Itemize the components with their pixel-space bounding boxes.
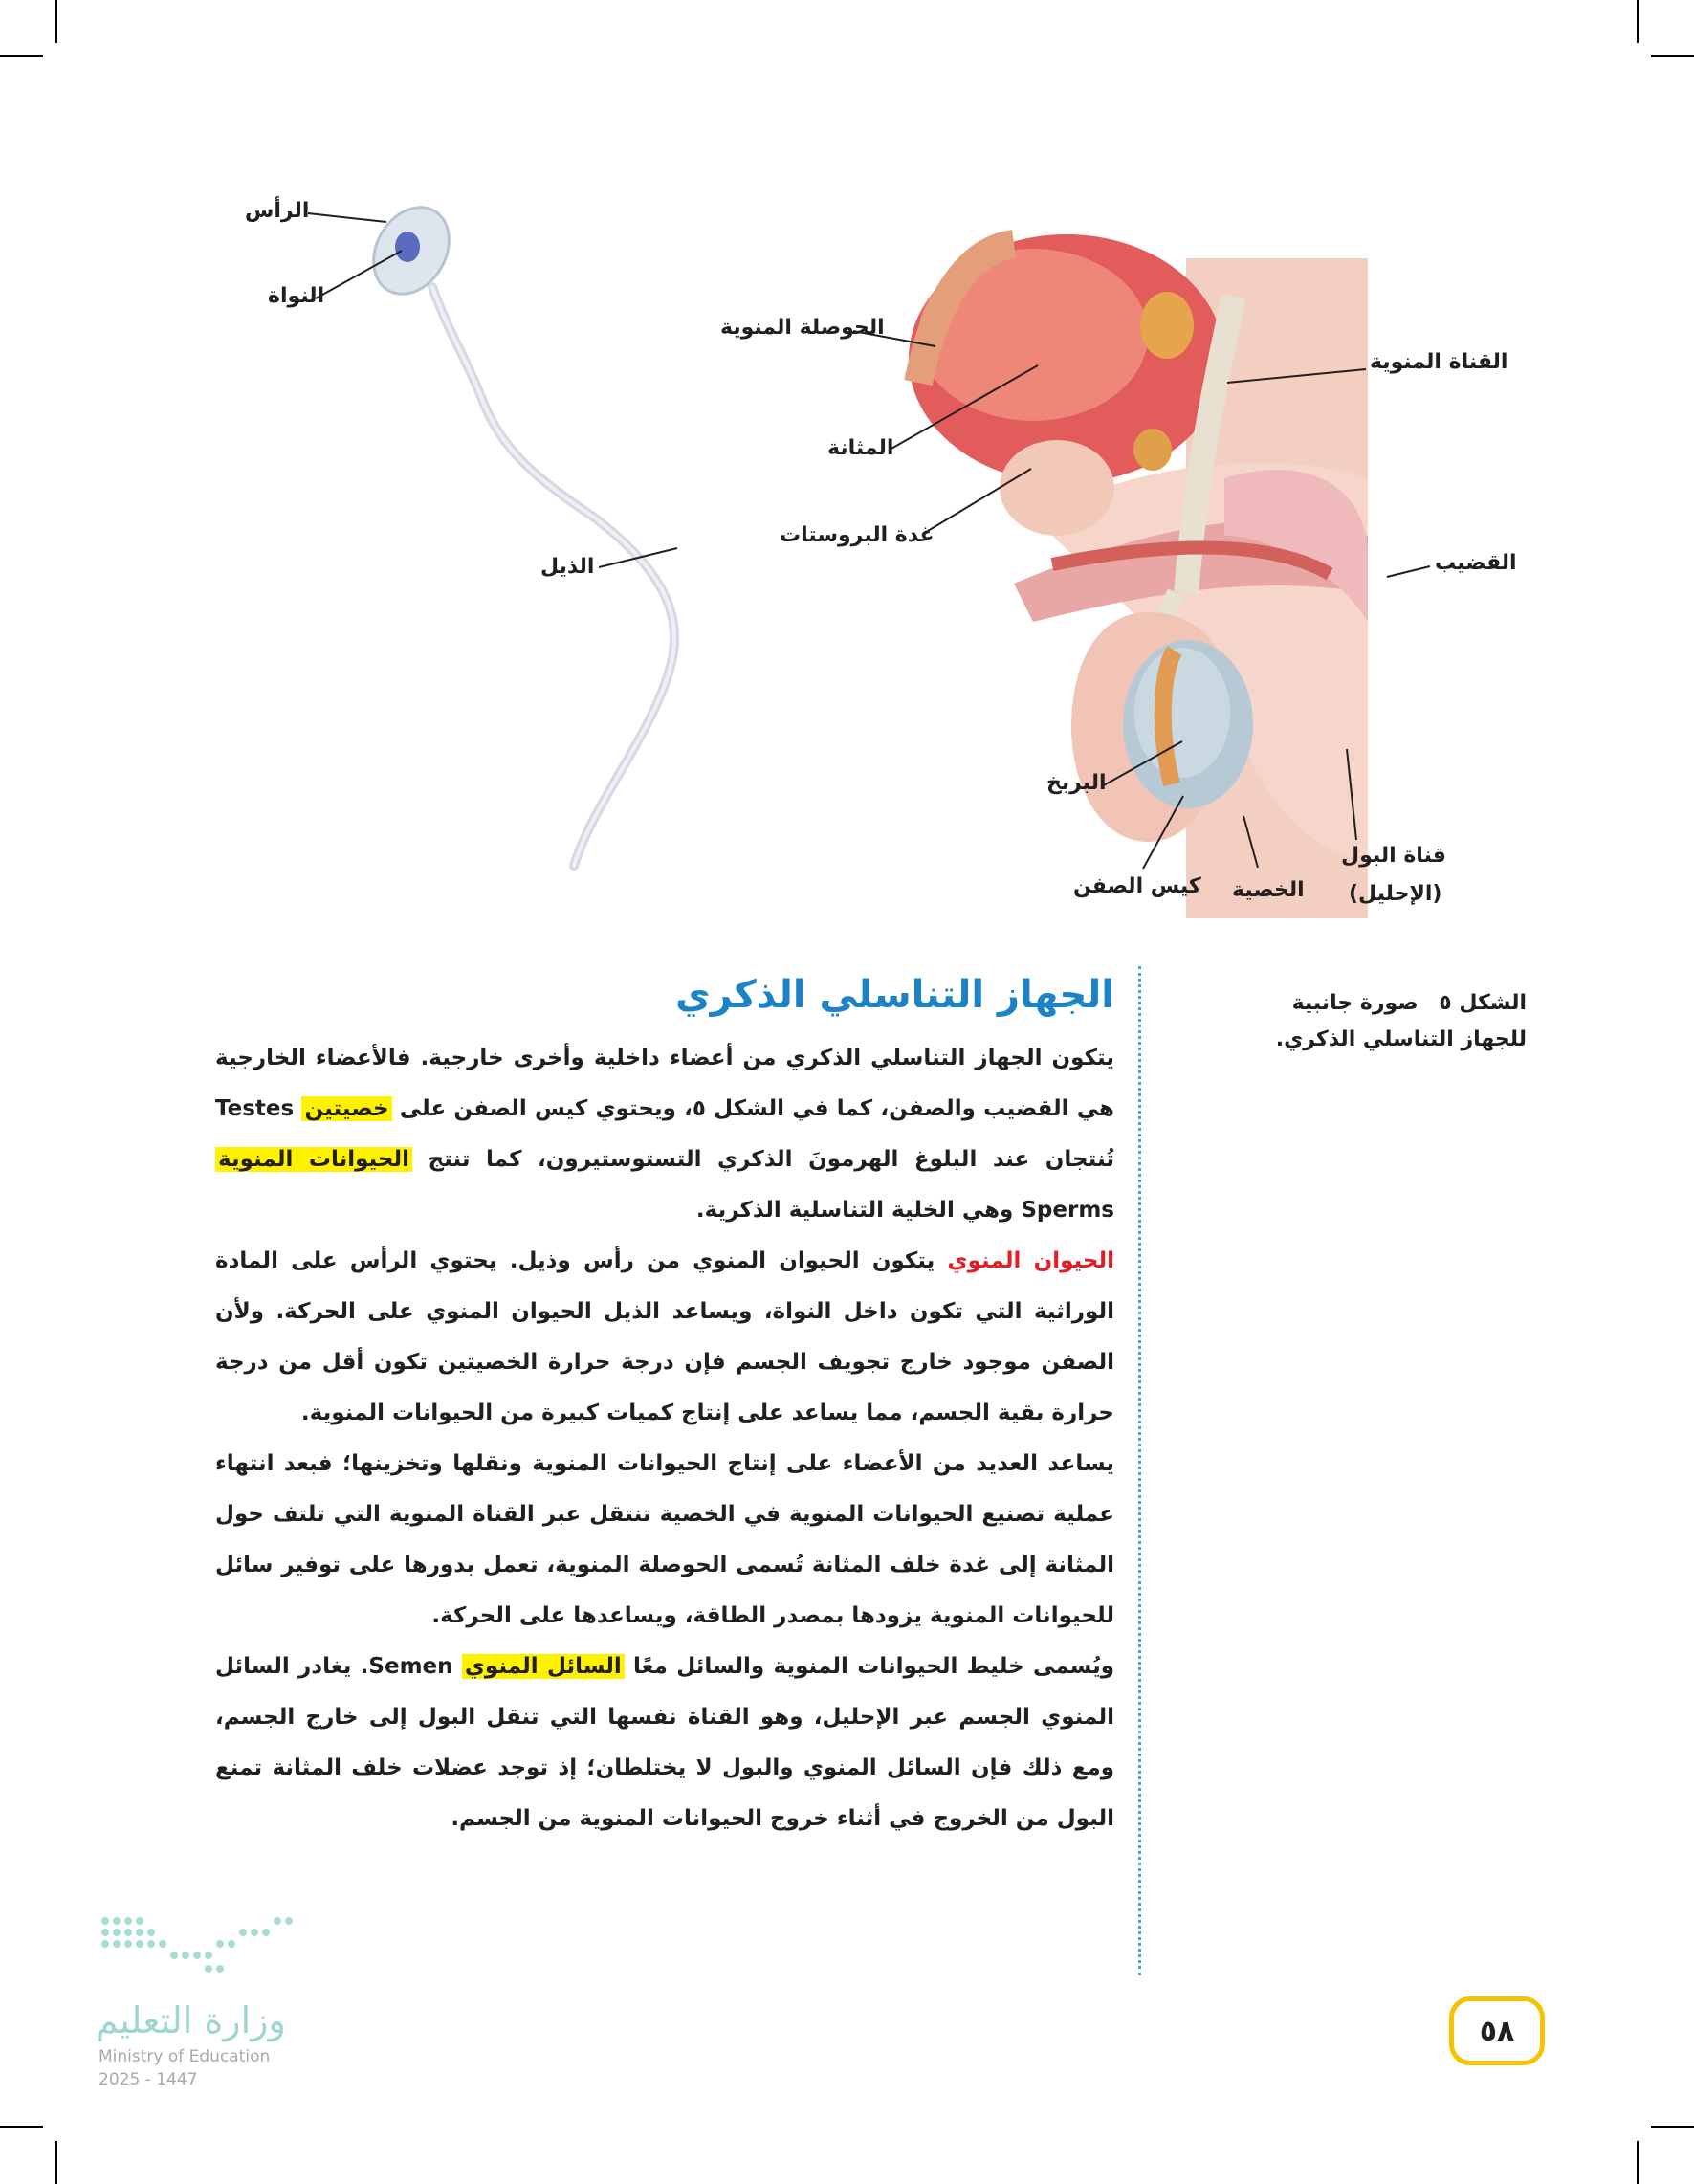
reproductive-illustration xyxy=(0,0,1694,938)
label-penis: القضيب xyxy=(1435,551,1517,575)
label-bladder: المثانة xyxy=(827,436,894,460)
sperm-illustration xyxy=(359,193,674,866)
crop-mark xyxy=(55,2141,57,2184)
label-tail: الذيل xyxy=(540,555,595,579)
highlight-semen: السائل المنوي xyxy=(462,1654,625,1679)
crop-mark xyxy=(1651,2126,1694,2128)
label-testis: الخصية xyxy=(1232,878,1305,902)
crop-mark xyxy=(0,2126,43,2128)
highlight-sperms: الحيوانات المنوية xyxy=(215,1147,412,1172)
label-prostate: غدة البروستات xyxy=(780,523,935,547)
main-text xyxy=(215,966,1114,1844)
label-urethra-sub: (الإحليل) xyxy=(1349,882,1442,906)
label-seminal-vesicle: الحوصلة المنوية xyxy=(720,316,885,340)
label-head: الرأس xyxy=(245,199,310,223)
label-scrotum: كيس الصفن xyxy=(1073,874,1201,898)
male-anatomy-illustration xyxy=(909,234,1368,918)
ministry-logo-english: Ministry of Education xyxy=(99,2047,271,2066)
label-epididymis: البربخ xyxy=(1046,771,1107,795)
paragraph-3: يساعد العديد من الأعضاء على إنتاج الحيوانات المنوية ونقلها وتخزينها؛ فبعد انتهاء عملية تصنيع الحيوانات المنوية في الخصية تنتقل عبر القناة المنوية التي تلتف حول المثانة إلى غدة خلف المثانة تُسمى الحوصلة المنوية، تعمل بدورها على توفير سائل للحيوانات المنوية يزودها بمصدر الطاقة، ويساعدها على الحركة. xyxy=(215,1451,1114,1628)
term-sperm: الحيوان المنوي xyxy=(947,1248,1114,1273)
section-title: الجهاز التناسلي الذكري xyxy=(674,973,1114,1017)
label-nucleus: النواة xyxy=(268,284,325,308)
ministry-logo-arabic: وزارة التعليم xyxy=(96,1999,286,2041)
paragraph-2: الحيوان المنوي يتكون الحيوان المنوي من رأس وذيل. يحتوي الرأس على المادة الوراثية التي تكون داخل النواة، ويساعد الذيل الحيوان المنوي على الحركة. ولأن الصفن موجود خارج تجويف الجسم فإن درجة حرارة الخصيتين تكون أقل من درجة حرارة بقية الجسم، مما يساعد على إنتاج كميات كبيرة من الحيوانات المنوية. xyxy=(215,1248,1114,1425)
dotted-separator xyxy=(1138,966,1141,1975)
paragraph-1: يتكون الجهاز التناسلي الذكري من أعضاء داخلية وأخرى خارجية. فالأعضاء الخارجية هي القضيب والصفن، كما في الشكل ٥، ويحتوي كيس الصفن على خصيتين Testes تُنتجان عند البلوغ الهرمونَ الذكري التستوستيرون، كما تنتج الحيوانات المنوية Sperms وهي الخلية التناسلية الذكرية. xyxy=(215,1046,1115,1223)
ministry-logo-icon xyxy=(96,1911,306,1983)
page-number: ٥٨ xyxy=(1449,1996,1545,2065)
label-urethra: قناة البول xyxy=(1341,844,1446,868)
label-vas-deferens: القناة المنوية xyxy=(1370,350,1508,374)
paragraph-4: ويُسمى خليط الحيوانات المنوية والسائل معًا السائل المنوي Semen. يغادر السائل المنوي الجسم عبر الإحليل، وهو القناة نفسها التي تنقل البول إلى خارج الجسم، ومع ذلك فإن السائل المنوي والبول لا يختلطان؛ إذ توجد عضلات خلف المثانة تمنع البول من الخروج في أثناء خروج الحيوانات المنوية من الجسم. xyxy=(215,1654,1115,1831)
ministry-logo-year: 2025 - 1447 xyxy=(99,2070,198,2089)
highlight-testes: خصيتين xyxy=(301,1096,391,1121)
crop-mark xyxy=(1637,2141,1639,2184)
caption-text: صورة جانبية للجهاز التناسلي الذكري. xyxy=(1275,991,1527,1051)
figure-caption xyxy=(1240,985,1527,1058)
figure-reference: الشكل ٥ xyxy=(1439,991,1527,1015)
